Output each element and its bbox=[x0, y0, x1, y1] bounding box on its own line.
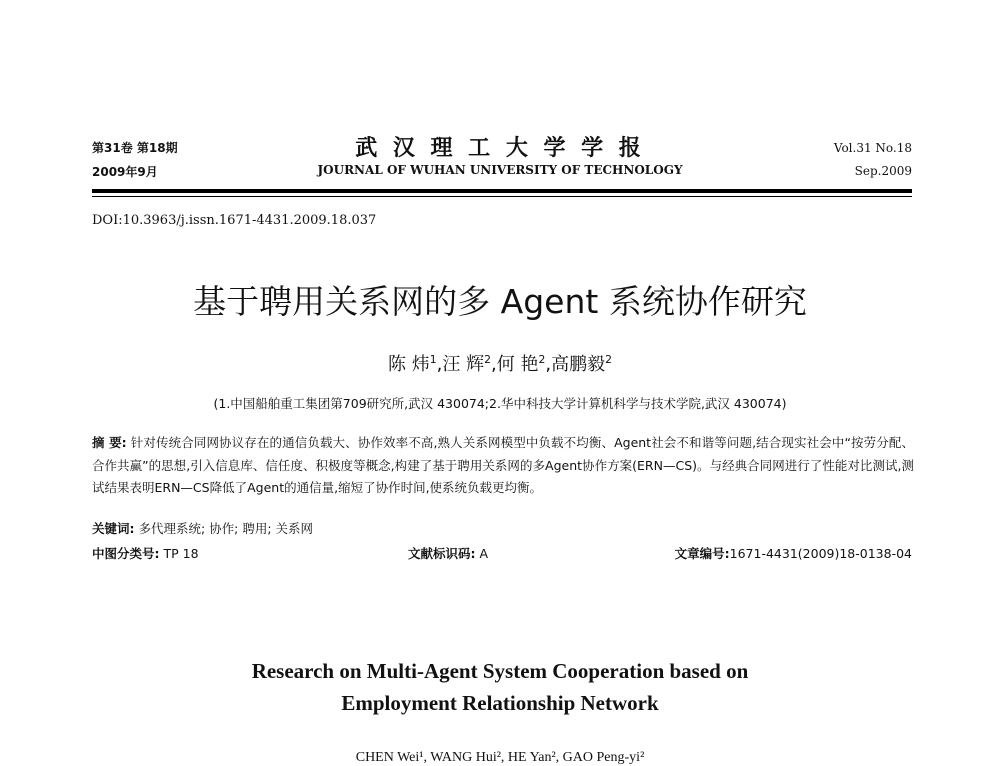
classification bbox=[92, 544, 199, 562]
volume-issue-en: Vol.31 No.18 bbox=[833, 141, 912, 155]
author: 何 艳$^2$ bbox=[496, 353, 546, 375]
classification-value: TP 18 bbox=[163, 546, 199, 561]
authors-en: CHEN Wei¹, WANG Hui², HE Yan², GAO Peng-yi² bbox=[355, 750, 645, 765]
keywords-text: 多代理系统; 协作; 聘用; 关系网 bbox=[138, 521, 314, 536]
paper-title-en-line2: Employment Relationship Network bbox=[341, 691, 659, 715]
journal-title-en: JOURNAL OF WUHAN UNIVERSITY OF TECHNOLOGY bbox=[317, 163, 683, 177]
article-number-label: 文章编号: bbox=[674, 546, 730, 561]
author: 高鹏毅$^2$ bbox=[551, 353, 612, 375]
doc-code-label: 文献标识码: bbox=[408, 546, 476, 561]
abstract-text: 针对传统合同网协议存在的通信负载大、协作效率不高,熟人关系网模型中负载不均衡、Agent社会不和谐等问题,结合现实社会中“按劳分配、合作共赢”的思想,引入信息库、信任度、积极度等概念,构建了基于聘用关系网的多Agent协作方案(ERN—CS)。与经典合同网进行了性能对比测试,测试结果表明ERN—CS降低了Agent的通信量,缩短了协作时间,使系统负载更均衡。 bbox=[92, 435, 914, 495]
doi: DOI:10.3963/j.issn.1671-4431.2009.18.037 bbox=[92, 213, 377, 228]
classification-label: 中图分类号: bbox=[92, 546, 160, 561]
volume-issue-cn: 第31卷 第18期 bbox=[92, 141, 178, 155]
abstract bbox=[92, 432, 914, 500]
article-number bbox=[675, 544, 912, 562]
keywords bbox=[92, 519, 313, 537]
article-number-value: 1671-4431(2009)18-0138-04 bbox=[729, 546, 912, 561]
doc-code bbox=[408, 544, 488, 562]
author: 汪 辉$^2$ bbox=[442, 353, 491, 375]
affiliations-cn: (1.中国船舶重工集团第709研究所,武汉 430074;2.华中科技大学计算机科学与技术学院,武汉 430074) bbox=[213, 396, 787, 411]
authors-cn: 陈 炜$^1$,汪 辉$^2$,何 艳$^2$,高鹏毅$^2$ bbox=[388, 353, 612, 375]
journal-title-cn: 武 汉 理 工 大 学 学 报 bbox=[355, 136, 645, 161]
header-rule-thick bbox=[92, 189, 912, 193]
date-cn: 2009年9月 bbox=[92, 165, 158, 179]
header-rule-thin bbox=[92, 196, 912, 197]
doc-code-value: A bbox=[479, 546, 489, 561]
keywords-label: 关键词: bbox=[92, 521, 135, 536]
paper-title-en-line1: Research on Multi-Agent System Cooperation based on bbox=[251, 659, 749, 683]
author: 陈 炜$^1$ bbox=[388, 353, 437, 375]
date-en: Sep.2009 bbox=[854, 164, 912, 178]
paper-title-cn: 基于聘用关系网的多 Agent 系统协作研究 bbox=[193, 282, 807, 321]
abstract-label: 摘 要: bbox=[92, 435, 127, 450]
